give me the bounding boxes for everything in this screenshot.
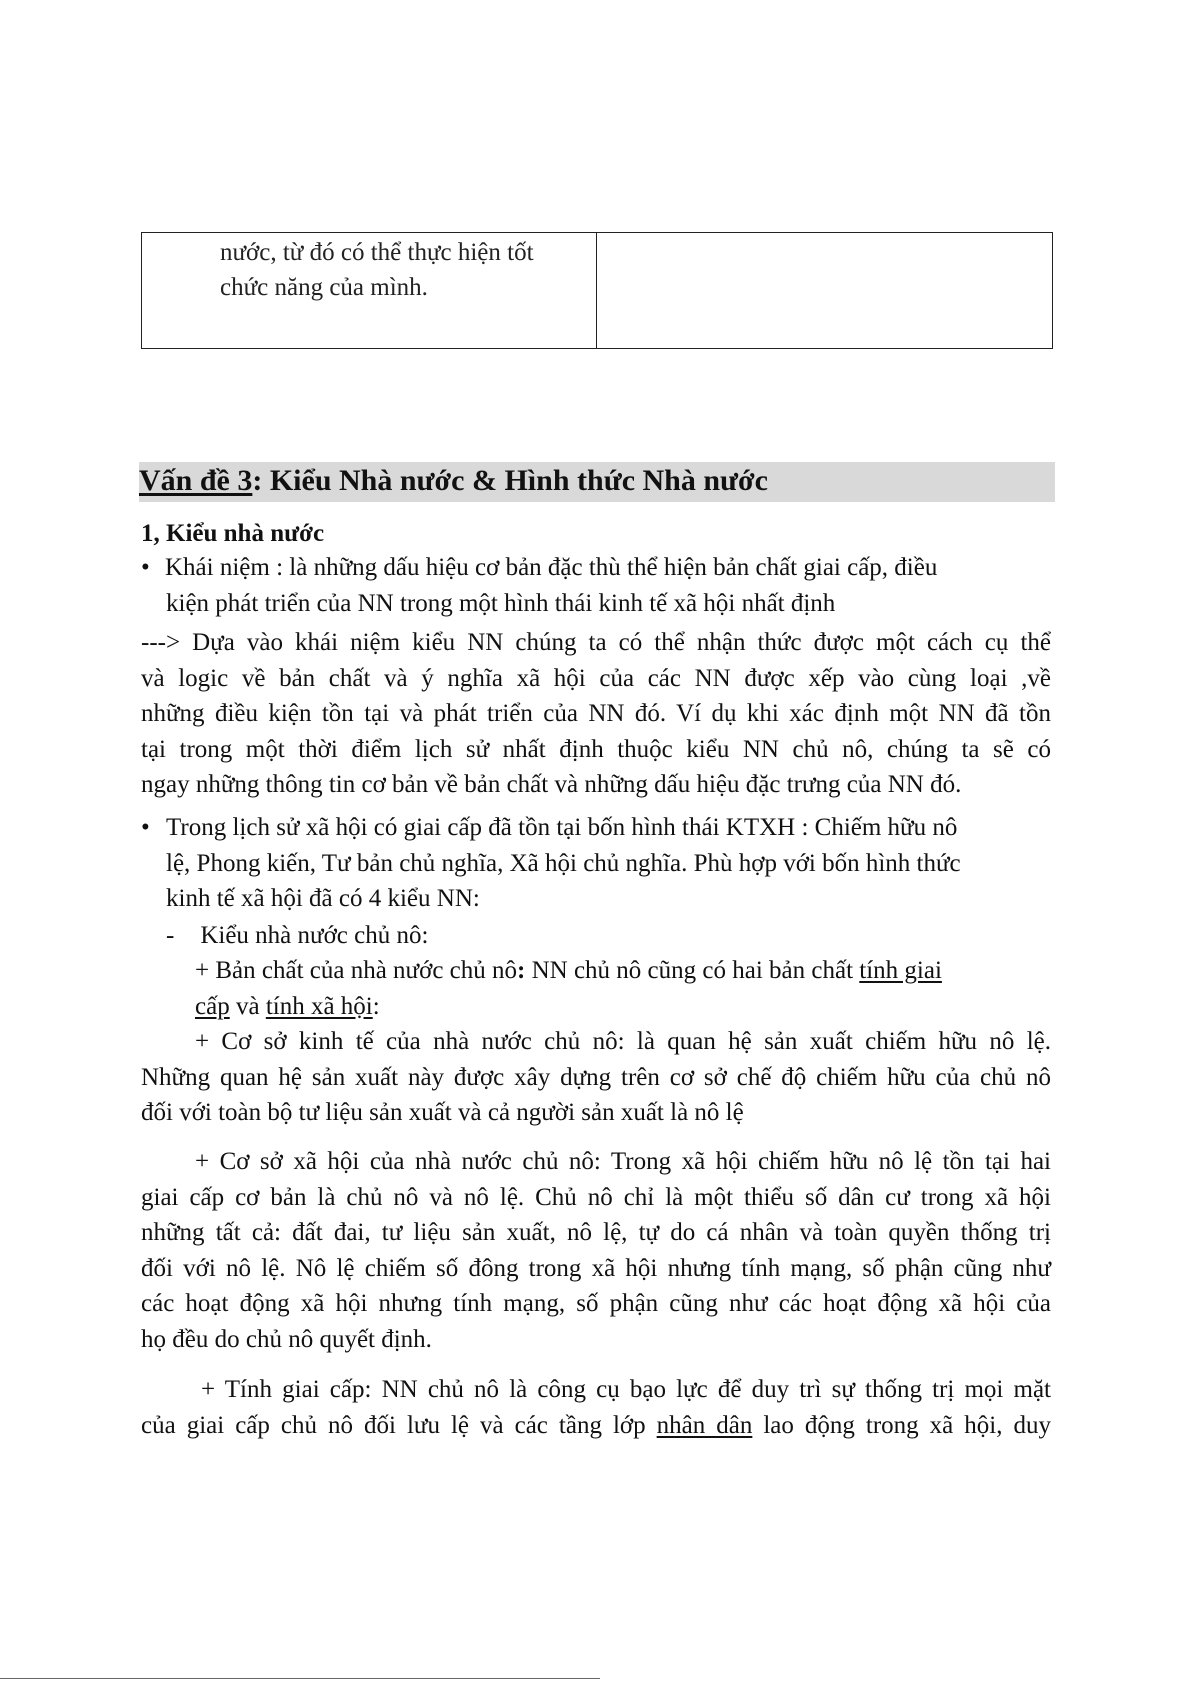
arrow-paragraph-line-3: những điều kiện tồn tại và phát triển của NN đó. Ví dụ khi xác định một NN đã tồn xyxy=(141,700,1051,727)
ban-chat-colon: : xyxy=(517,957,526,984)
co-so-xa-hoi-line-3: những tất cả: đất đai, tư liệu sản xuất, nô lệ, tự do cá nhân và toàn quyền thống trị xyxy=(141,1219,1051,1246)
co-so-xa-hoi-line-6: họ đều do chủ nô quyết định. xyxy=(141,1325,432,1353)
bullet-definition-line-1: Khái niệm : là những dấu hiệu cơ bản đặc thù thể hiện bản chất giai cấp, điều xyxy=(165,554,938,581)
bullet-definition xyxy=(141,550,1041,621)
ban-chat-end: : xyxy=(372,992,380,1020)
tinh-xa-hoi-link[interactable]: tính xã hội xyxy=(265,992,373,1020)
co-so-xa-hoi-line-5: các hoạt động xã hội nhưng tính mạng, số phận cũng như các hoạt động xã hội của xyxy=(141,1290,1051,1317)
dash-item xyxy=(166,918,428,954)
section-heading xyxy=(139,461,768,501)
arrow-paragraph-line-2: và logic về bản chất và ý nghĩa xã hội của các NN được xếp vào cùng loại ,về xyxy=(141,664,1051,692)
bullet-state-types xyxy=(141,810,1041,917)
tinh-giai-cap-link[interactable]: tính giai xyxy=(859,957,942,984)
nhan-dan-link[interactable]: nhân dân xyxy=(656,1411,753,1439)
bullet-state-types-line-2: lệ, Phong kiến, Tư bản chủ nghĩa, Xã hội chủ nghĩa. Phù hợp với bốn hình thức xyxy=(166,849,961,877)
bullet-marker: • xyxy=(141,554,150,581)
co-so-xa-hoi-line-1: + Cơ sở xã hội của nhà nước chủ nô: Trong xã hội chiếm hữu nô lệ tồn tại hai xyxy=(195,1148,1051,1175)
co-so-xa-hoi-paragraph xyxy=(141,1144,1051,1357)
subsection-title: 1, Kiểu nhà nước xyxy=(141,520,325,547)
table-cell-right xyxy=(597,233,1052,348)
bullet-definition-line-2: kiện phát triển của NN trong một hình thái kinh tế xã hội nhất định xyxy=(166,589,836,617)
ban-chat-and: và xyxy=(229,992,266,1020)
arrow-paragraph-line-5: ngay những thông tin cơ bản về bản chất và những dấu hiệu đặc trưng của NN đó. xyxy=(141,771,962,798)
tinh-giai-cap-line-2 xyxy=(141,1408,1051,1444)
tinh-giai-cap-link-cont[interactable]: cấp xyxy=(195,992,230,1020)
co-so-kinh-te-line-1: + Cơ sở kinh tế của nhà nước chủ nô: là quan hệ sản xuất chiếm hữu nô lệ. xyxy=(195,1028,1051,1055)
continuation-table xyxy=(141,232,1053,349)
tinh-giai-cap-line-2-end: lao động trong xã hội, duy xyxy=(752,1411,1051,1439)
bullet-state-types-line-1: Trong lịch sử xã hội có giai cấp đã tồn tại bốn hình thái KTXH : Chiếm hữu nô xyxy=(166,814,958,841)
section-heading-title: : Kiểu Nhà nước & Hình thức Nhà nước xyxy=(252,464,768,497)
ban-chat-line-2 xyxy=(195,989,1025,1025)
ban-chat-text: NN chủ nô cũng có hai bản chất xyxy=(525,957,860,984)
tinh-giai-cap-line-2-start: của giai cấp chủ nô đối lưu lệ và các tầng lớp xyxy=(141,1411,657,1439)
dash-item-text: Kiểu nhà nước chủ nô: xyxy=(200,922,429,949)
section-heading-prefix: Vấn đề 3 xyxy=(139,464,253,497)
bullet-marker: • xyxy=(141,814,150,841)
arrow-paragraph-line-1: ---> Dựa vào khái niệm kiểu NN chúng ta có thể nhận thức được một cách cụ thể xyxy=(141,629,1051,656)
table-cell-text xyxy=(220,235,580,305)
co-so-kinh-te-line-3: đối với toàn bộ tư liệu sản xuất và cả người sản xuất là nô lệ xyxy=(141,1099,744,1126)
co-so-xa-hoi-line-4: đối với nô lệ. Nô lệ chiếm số đông trong xã hội nhưng tính mạng, số phận cũng như xyxy=(141,1254,1051,1282)
co-so-kinh-te-line-2: Những quan hệ sản xuất này được xây dựng trên cơ sở chế độ chiếm hữu của chủ nô xyxy=(141,1063,1051,1091)
footer-rule xyxy=(0,1678,600,1679)
bullet-state-types-line-3: kinh tế xã hội đã có 4 kiểu NN: xyxy=(166,885,480,912)
arrow-paragraph xyxy=(141,625,1051,803)
arrow-paragraph-line-4: tại trong một thời điểm lịch sử nhất định thuộc kiểu NN chủ nô, chúng ta sẽ có xyxy=(141,735,1051,763)
dash-marker: - xyxy=(166,922,175,949)
tinh-giai-cap-paragraph xyxy=(141,1372,1051,1443)
table-cell-line-2: chức năng của mình. xyxy=(220,274,428,301)
co-so-kinh-te-paragraph xyxy=(141,1024,1051,1131)
ban-chat-line-1 xyxy=(195,953,1025,989)
ban-chat-paragraph xyxy=(195,953,1025,1024)
table-cell-left xyxy=(142,233,597,348)
ban-chat-label: + Bản chất của nhà nước chủ nô xyxy=(195,957,518,984)
co-so-xa-hoi-line-2: giai cấp cơ bản là chủ nô và nô lệ. Chủ nô chỉ là một thiểu số dân cư trong xã hội xyxy=(141,1183,1051,1211)
table-cell-line-1: nước, từ đó có thể thực hiện tốt xyxy=(220,239,534,266)
tinh-giai-cap-line-1: + Tính giai cấp: NN chủ nô là công cụ bạo lực để duy trì sự thống trị mọi mặt xyxy=(201,1376,1051,1403)
